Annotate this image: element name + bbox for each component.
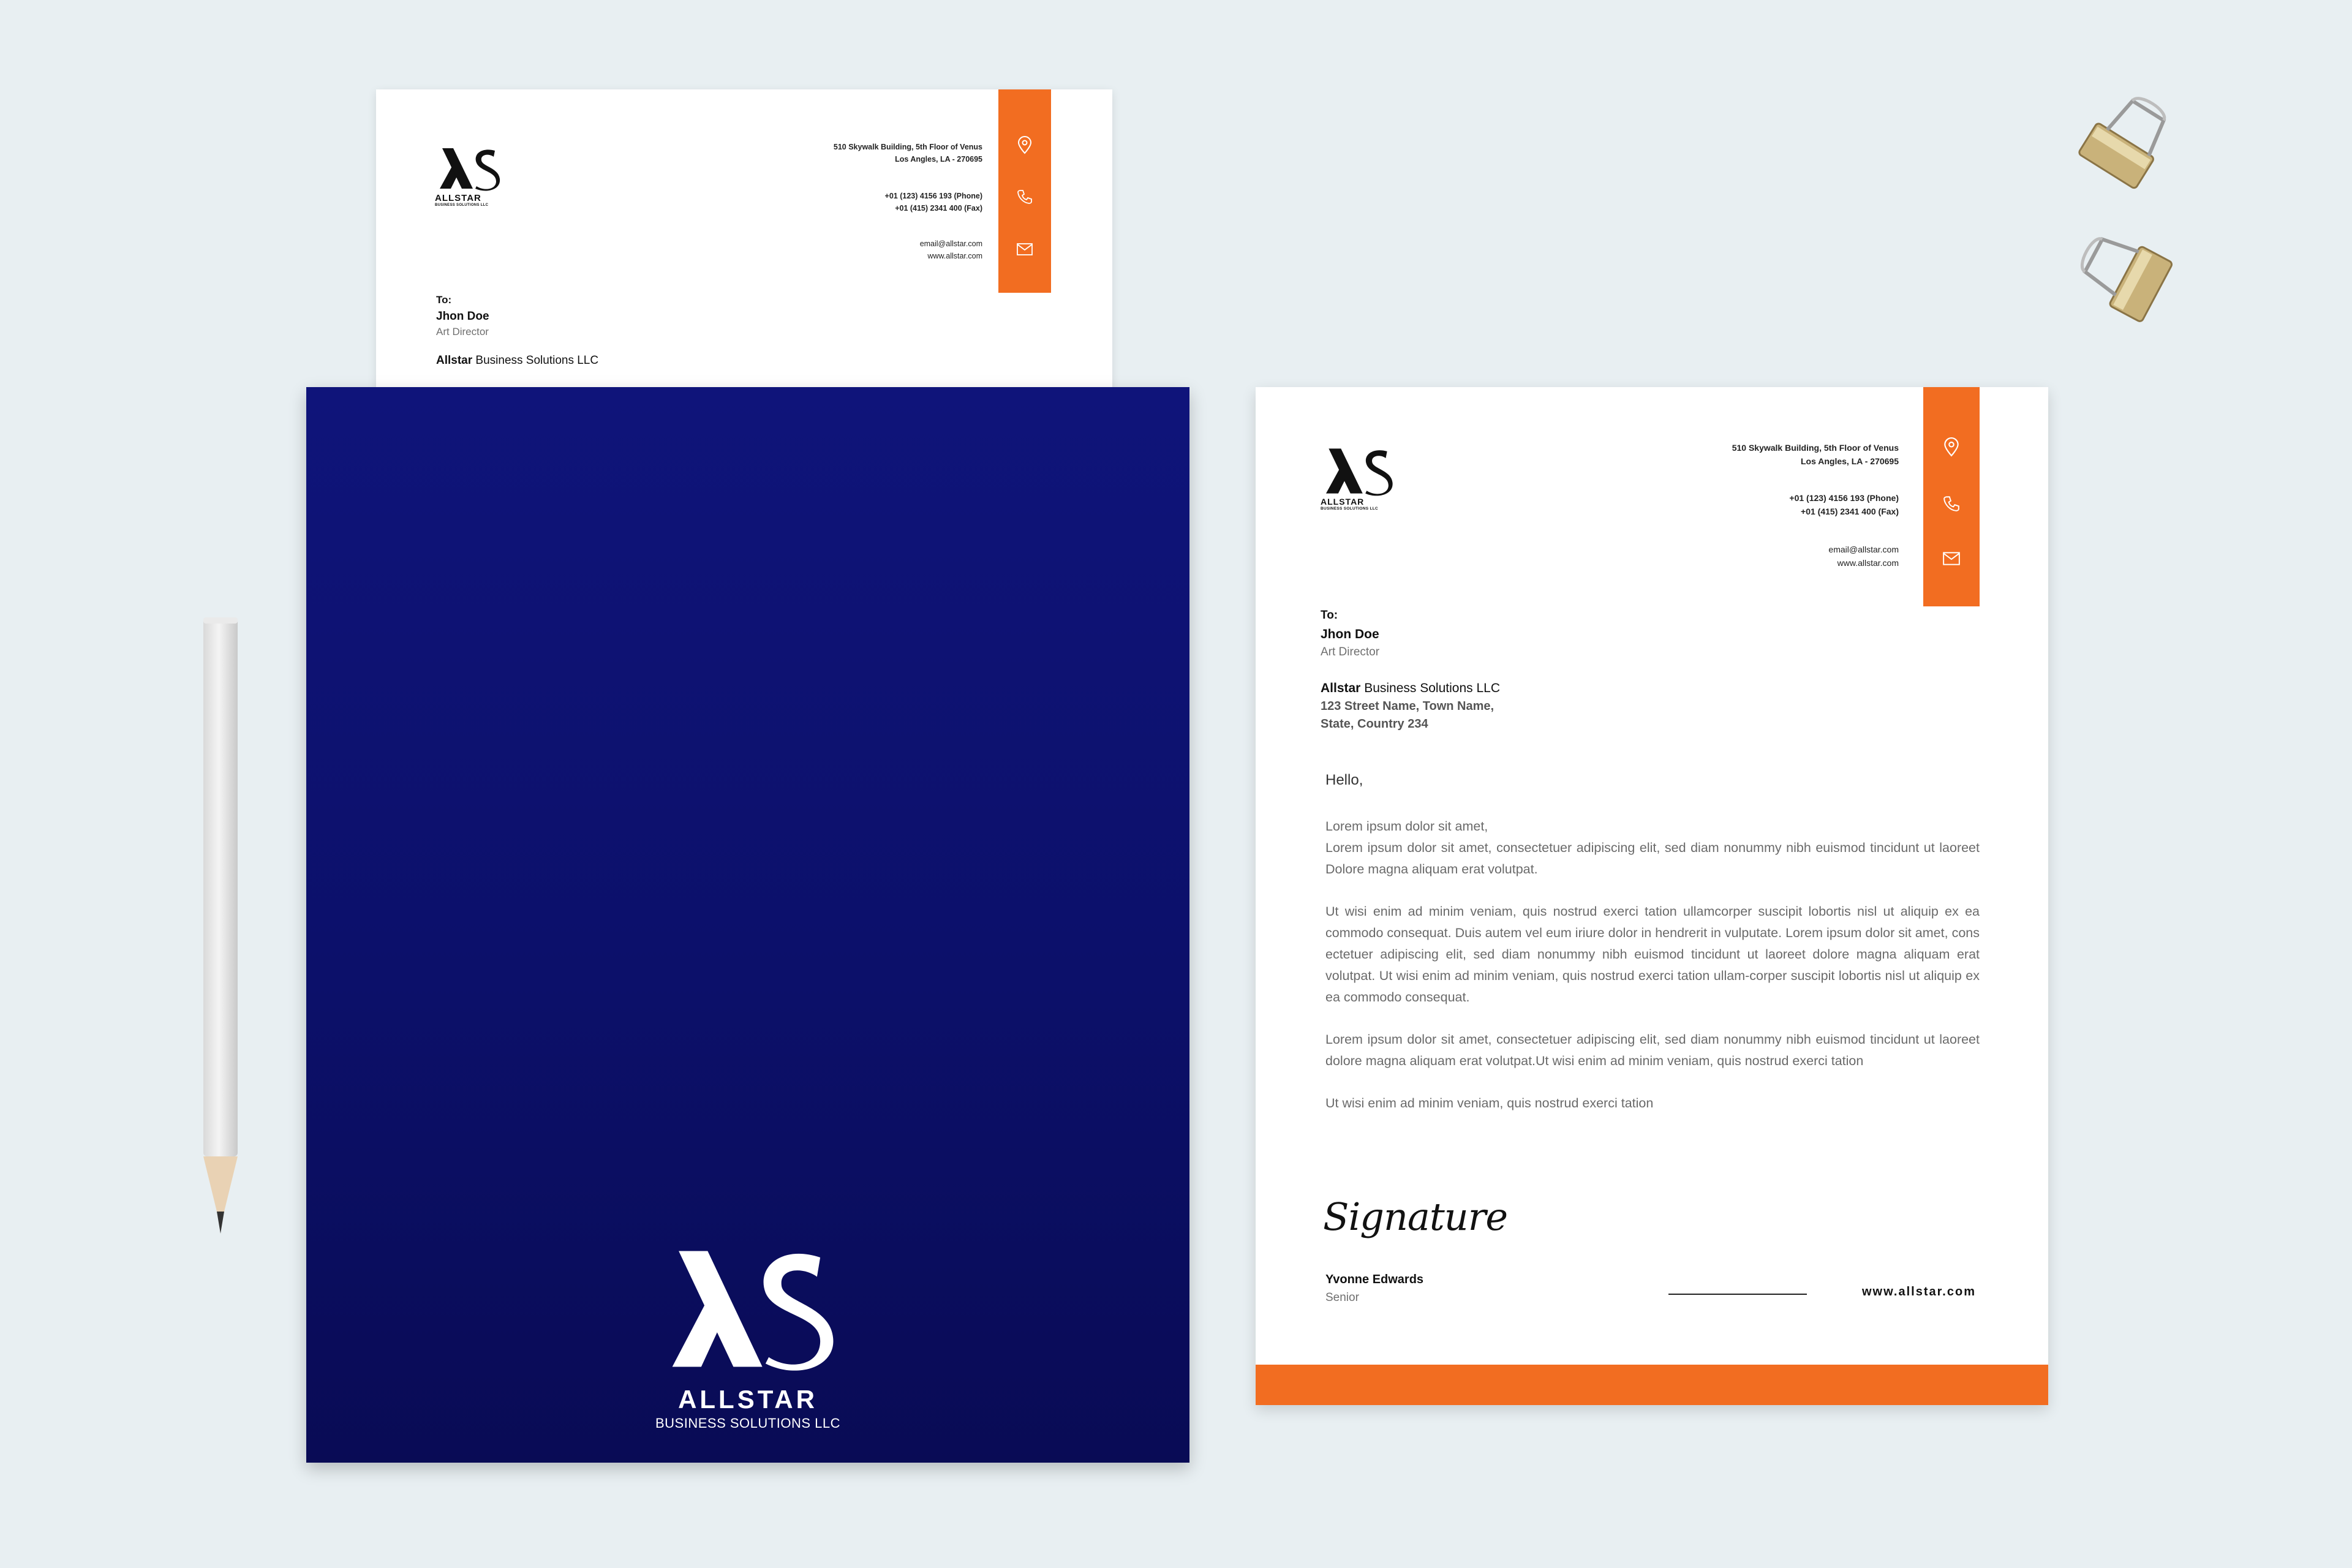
letterhead-logo-tagline: BUSINESS SOLUTIONS LLC <box>1321 507 1378 511</box>
footer-orange-band <box>1256 1365 2048 1405</box>
recipient-title: Art Director <box>1321 646 1380 658</box>
paragraph: Ut wisi enim ad minim veniam, quis nostrud exerci tation ullamcorper suscipit lobortis nisl ut aliquip ex ea commodo consequat. Duis autem vel eum iriure dolor in hendrerit in vulputate. Lorem ipsum dolor sit amet, cons ectetuer adipiscing elit, sed diam nonummy nibh euismod tincidunt ut laoreet dolore magna aliquam erat volutpat. Ut wisi enim ad minim veniam, quis nostrud exerci tation ullam-corper suscipit lobortis nisl ut aliquip ex ea commodo consequat. <box>1325 904 1980 1005</box>
website-address: www.allstar.com <box>1837 558 1899 568</box>
small-letter-insert <box>376 89 1112 408</box>
presentation-folder <box>306 387 1189 1463</box>
letterhead-logo-name: ALLSTAR <box>1321 497 1365 507</box>
letterhead-page <box>1256 387 2048 1405</box>
small-company-rest: Business Solutions LLC <box>472 354 599 367</box>
location-pin-icon <box>1017 136 1033 154</box>
allstar-monogram-icon <box>1321 446 1395 496</box>
letterhead-orange-strip <box>1923 387 1980 606</box>
small-company-bold: Allstar <box>436 354 473 367</box>
binder-clip-icon <box>2064 214 2199 337</box>
address-line2: Los Angles, LA - 270695 <box>1800 456 1899 466</box>
folder-logo-name: ALLSTAR <box>678 1385 818 1414</box>
small-recipient-title: Art Director <box>436 326 489 337</box>
small-address-line1: 510 Skywalk Building, 5th Floor of Venus <box>833 143 982 151</box>
email-address: email@allstar.com <box>1828 545 1899 554</box>
signer-title: Senior <box>1325 1291 1359 1304</box>
folder-logo-tagline: BUSINESS SOLUTIONS LLC <box>655 1415 840 1431</box>
phone-icon <box>1943 495 1960 512</box>
mail-icon <box>1016 243 1033 256</box>
paragraph: Lorem ipsum dolor sit amet, Lorem ipsum dolor sit amet, consectetuer adipiscing elit, sed diam nonummy nibh euismod tincidunt ut laoreet Dolore magna aliquam erat volutpat. <box>1325 819 1980 876</box>
address-line1: 510 Skywalk Building, 5th Floor of Venus <box>1732 443 1899 453</box>
small-orange-strip <box>998 89 1051 293</box>
phone-number: +01 (123) 4156 193 (Phone) <box>1789 493 1899 503</box>
signature-script: Signature <box>1323 1194 1508 1239</box>
allstar-monogram-icon <box>659 1245 837 1373</box>
allstar-monogram-icon <box>435 146 502 191</box>
small-email: email@allstar.com <box>919 239 982 248</box>
small-logo-name: ALLSTAR <box>435 193 481 203</box>
small-recipient-name: Jhon Doe <box>436 310 489 323</box>
mail-icon <box>1942 551 1961 566</box>
letterhead-contact-block <box>1531 441 1899 570</box>
letter-body <box>1325 772 1980 1135</box>
phone-icon <box>1017 189 1033 205</box>
recipient-address-line1: 123 Street Name, Town Name, <box>1321 699 1494 713</box>
to-label: To: <box>1321 609 1338 622</box>
company-rest: Business Solutions LLC <box>1360 681 1500 695</box>
greeting: Hello, <box>1325 772 1363 788</box>
small-letter-logo <box>435 146 508 207</box>
small-contact-block <box>664 141 982 262</box>
recipient-address-line2: State, Country 234 <box>1321 717 1428 731</box>
footer-website: www.allstar.com <box>1862 1285 1976 1298</box>
small-phone: +01 (123) 4156 193 (Phone) <box>884 192 982 200</box>
letterhead-logo <box>1321 446 1406 511</box>
small-to-label: To: <box>436 294 452 306</box>
small-address-line2: Los Angles, LA - 270695 <box>895 155 982 164</box>
recipient-company <box>1321 681 1749 696</box>
binder-clip-icon <box>2064 86 2187 208</box>
signer-name: Yvonne Edwards <box>1325 1273 1424 1286</box>
small-logo-tagline: BUSINESS SOLUTIONS LLC <box>435 203 489 207</box>
fax-number: +01 (415) 2341 400 (Fax) <box>1801 507 1899 516</box>
small-recipient-block <box>436 294 865 368</box>
pencil <box>202 617 239 1236</box>
small-fax: +01 (415) 2341 400 (Fax) <box>895 204 982 213</box>
folder-logo <box>306 1245 1189 1431</box>
company-bold: Allstar <box>1321 681 1361 695</box>
paragraph: Ut wisi enim ad minim veniam, quis nostrud exerci tation <box>1325 1096 1654 1110</box>
letterhead-recipient-block <box>1321 609 1749 731</box>
location-pin-icon <box>1943 437 1960 457</box>
small-website: www.allstar.com <box>927 252 982 260</box>
small-recipient-company <box>436 354 865 368</box>
paragraph: Lorem ipsum dolor sit amet, consectetuer adipiscing elit, sed diam nonummy nibh euismod tincidunt ut laoreet dolore magna aliquam erat volutpat.Ut wisi enim ad minim veniam, quis nostrud exerci tation <box>1325 1032 1980 1068</box>
signature-line <box>1668 1294 1807 1295</box>
recipient-name: Jhon Doe <box>1321 627 1379 641</box>
